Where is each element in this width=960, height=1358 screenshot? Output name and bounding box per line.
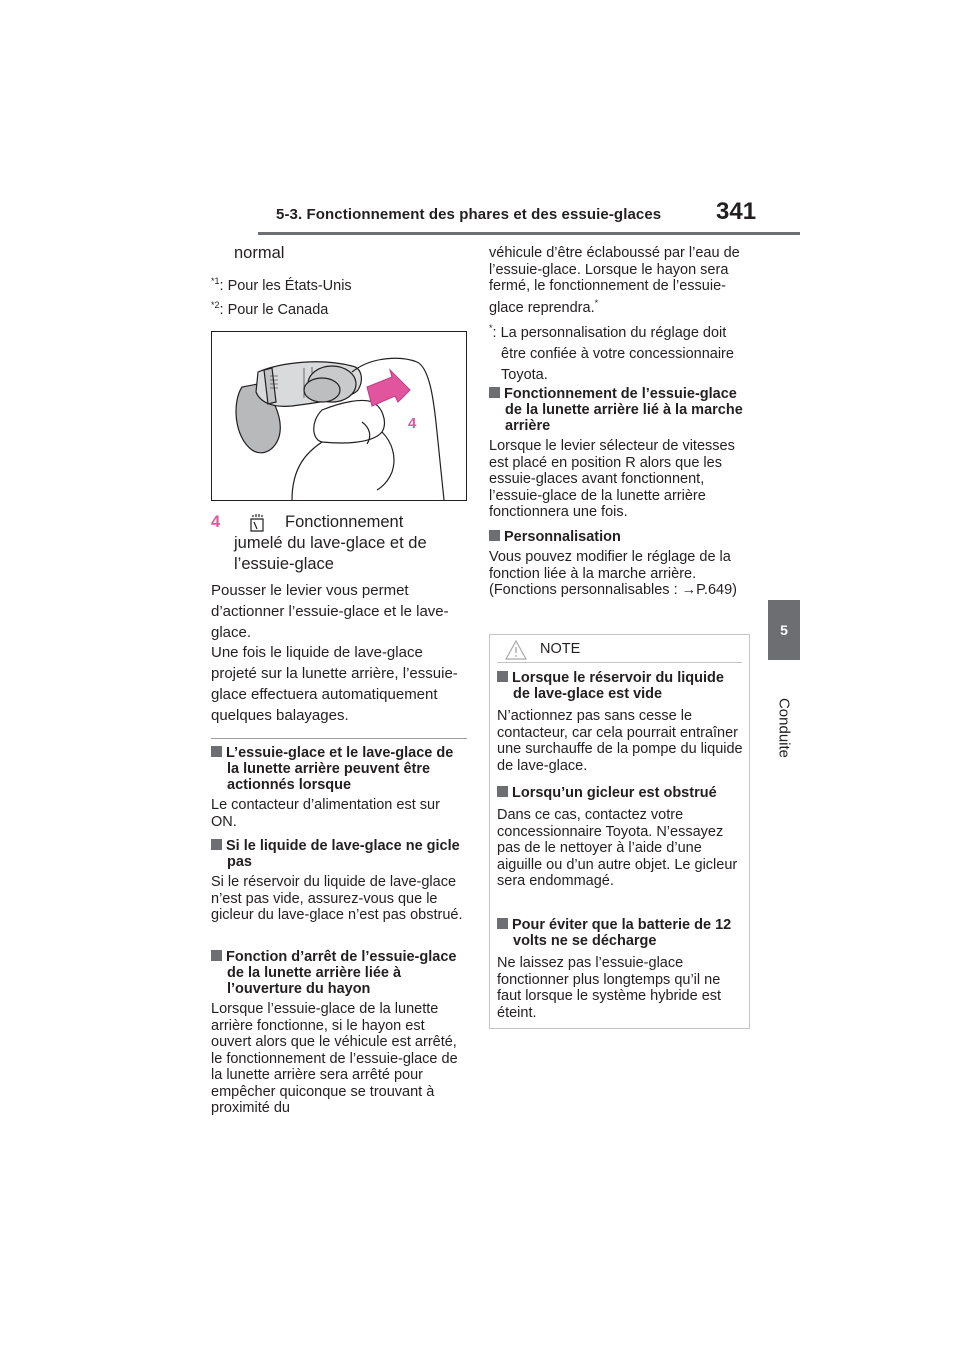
chapter-number: 5 (780, 622, 788, 638)
item-4-title-line3: l’essuie-glace (234, 555, 334, 573)
continued-footnote-mark: * (594, 297, 599, 308)
section-body: Lorsque l’essuie-glace de la lunette arrière fonctionne, si le hayon est ouvert alors que le véhicule est arrêté, le fonctionnement de l’essuie-glace de la lunette arrière sera arrêté pour empêcher quiconque se trouvant à proximité du (211, 1001, 458, 1116)
section-body: Vous pouvez modifier le réglage de la fonction liée à la marche arrière. (Fonctions personnalisables : →P.649) (489, 549, 737, 598)
continued-text-normal: normal (234, 244, 285, 262)
note-body: N’actionnez pas sans cesse le contacteur, car cela pourrait entraîner une surchauffe de la pompe du liquide de lave-glace. (497, 708, 743, 774)
wiper-lever-drawing (212, 332, 466, 500)
item-4-title-line2: jumelé du lave-glace et de (234, 534, 427, 552)
bullet-square-icon (497, 918, 508, 929)
item-4-description-2: Une fois le liquide de lave-glace projeté sur la lunette arrière, l’essuie-glace effectuera automatiquement quelques balayages. (211, 644, 458, 724)
section-heading: Fonction d’arrêt de l’essuie-glace de la lunette arrière liée à l’ouverture du hayon (211, 949, 467, 997)
section-heading: Personnalisation (489, 529, 751, 545)
chapter-label: Conduite (775, 697, 793, 759)
section-body: Le contacteur d’alimentation est sur ON. (211, 797, 440, 830)
note-body: Dans ce cas, contactez votre concessionnaire Toyota. N’essayez pas de le nettoyer à l’aide d’une aiguille ou d’un autre objet. Le gicleur sera endommagé. (497, 807, 738, 889)
footnote-2-mark: *2 (211, 300, 220, 310)
footnote-1 (211, 273, 467, 295)
section-tailgate-stop-function (211, 949, 467, 1117)
note-body: Ne laissez pas l’essuie-glace fonctionner plus longtemps qu’il ne faut lorsque le système hybride est éteint. (497, 955, 722, 1021)
item-4-number: 4 (211, 513, 221, 531)
continued-paragraph (489, 245, 751, 316)
continued-text: véhicule d’être éclaboussé par l’eau de l’essuie-glace. Lorsque le hayon sera fermé, le fonctionnement de l’essuie-glace reprendra. (489, 245, 740, 316)
note-heading: Lorsque le réservoir du liquide de lave-glace est vide (497, 670, 743, 702)
section-reverse-linked-function (489, 386, 751, 521)
footnote-1-text: : Pour les États-Unis (219, 278, 352, 294)
section-washer-not-spraying (211, 838, 467, 924)
section-heading: Fonctionnement de l’essuie-glace de la lunette arrière lié à la marche arrière (489, 386, 751, 434)
section-title: 5-3. Fonctionnement des phares et des essuie-glaces (276, 206, 662, 223)
footnote-2-text: : Pour le Canada (219, 302, 329, 318)
item-4 (211, 512, 467, 575)
footnote-text: : La personnalisation du réglage doit être confiée à votre concessionnaire Toyota. (492, 325, 734, 383)
bullet-square-icon (497, 671, 508, 682)
note-heading: Lorsqu’un gicleur est obstrué (497, 785, 743, 801)
chapter-tab-number (768, 600, 800, 660)
note-header-rule (497, 662, 742, 663)
customization-footnote (489, 318, 751, 386)
footnote-mark: * (489, 323, 493, 333)
bullet-square-icon (211, 746, 222, 757)
section-body: Si le réservoir du liquide de lave-glace n’est pas vide, assurez-vous que le gicleur du lave-glace n’est pas obstrué. (211, 874, 463, 923)
washer-wiper-icon (247, 513, 267, 539)
bullet-square-icon (489, 387, 500, 398)
section-rear-washer-conditions (211, 745, 467, 830)
section-heading: Si le liquide de lave-glace ne gicle pas (211, 838, 467, 870)
note-battery-discharge (497, 917, 743, 1021)
section-body: Lorsque le levier sélecteur de vitesses est placé en position R alors que les essuie-glaces avant fonctionnent, l’essuie-glace de la lunette arrière fonctionnera une fois. (489, 438, 735, 520)
note-empty-reservoir (497, 670, 743, 774)
note-heading: Pour éviter que la batterie de 12 volts ne se décharge (497, 917, 743, 949)
bullet-square-icon (489, 530, 500, 541)
item-4-description-1: Pousser le levier vous permet d’actionner l’essuie-glace et le lave-glace. (211, 582, 449, 641)
item-4-title-line1: Fonctionnement (285, 513, 404, 531)
chapter-tab-label (764, 688, 804, 768)
figure-callout-4: 4 (408, 415, 417, 432)
note-clogged-nozzle (497, 785, 743, 890)
section-divider (211, 738, 467, 739)
footnote-2 (211, 297, 467, 319)
page-number: 341 (716, 198, 757, 225)
header-rule (258, 232, 800, 235)
section-heading: L’essuie-glace et le lave-glace de la lunette arrière peuvent être actionnés lorsque (211, 745, 467, 793)
note-title: NOTE (540, 641, 581, 657)
footnote-1-mark: *1 (211, 276, 220, 286)
bullet-square-icon (497, 786, 508, 797)
wiper-lever-illustration (211, 331, 467, 501)
bullet-square-icon (211, 839, 222, 850)
bullet-square-icon (211, 950, 222, 961)
section-personalization (489, 529, 751, 599)
